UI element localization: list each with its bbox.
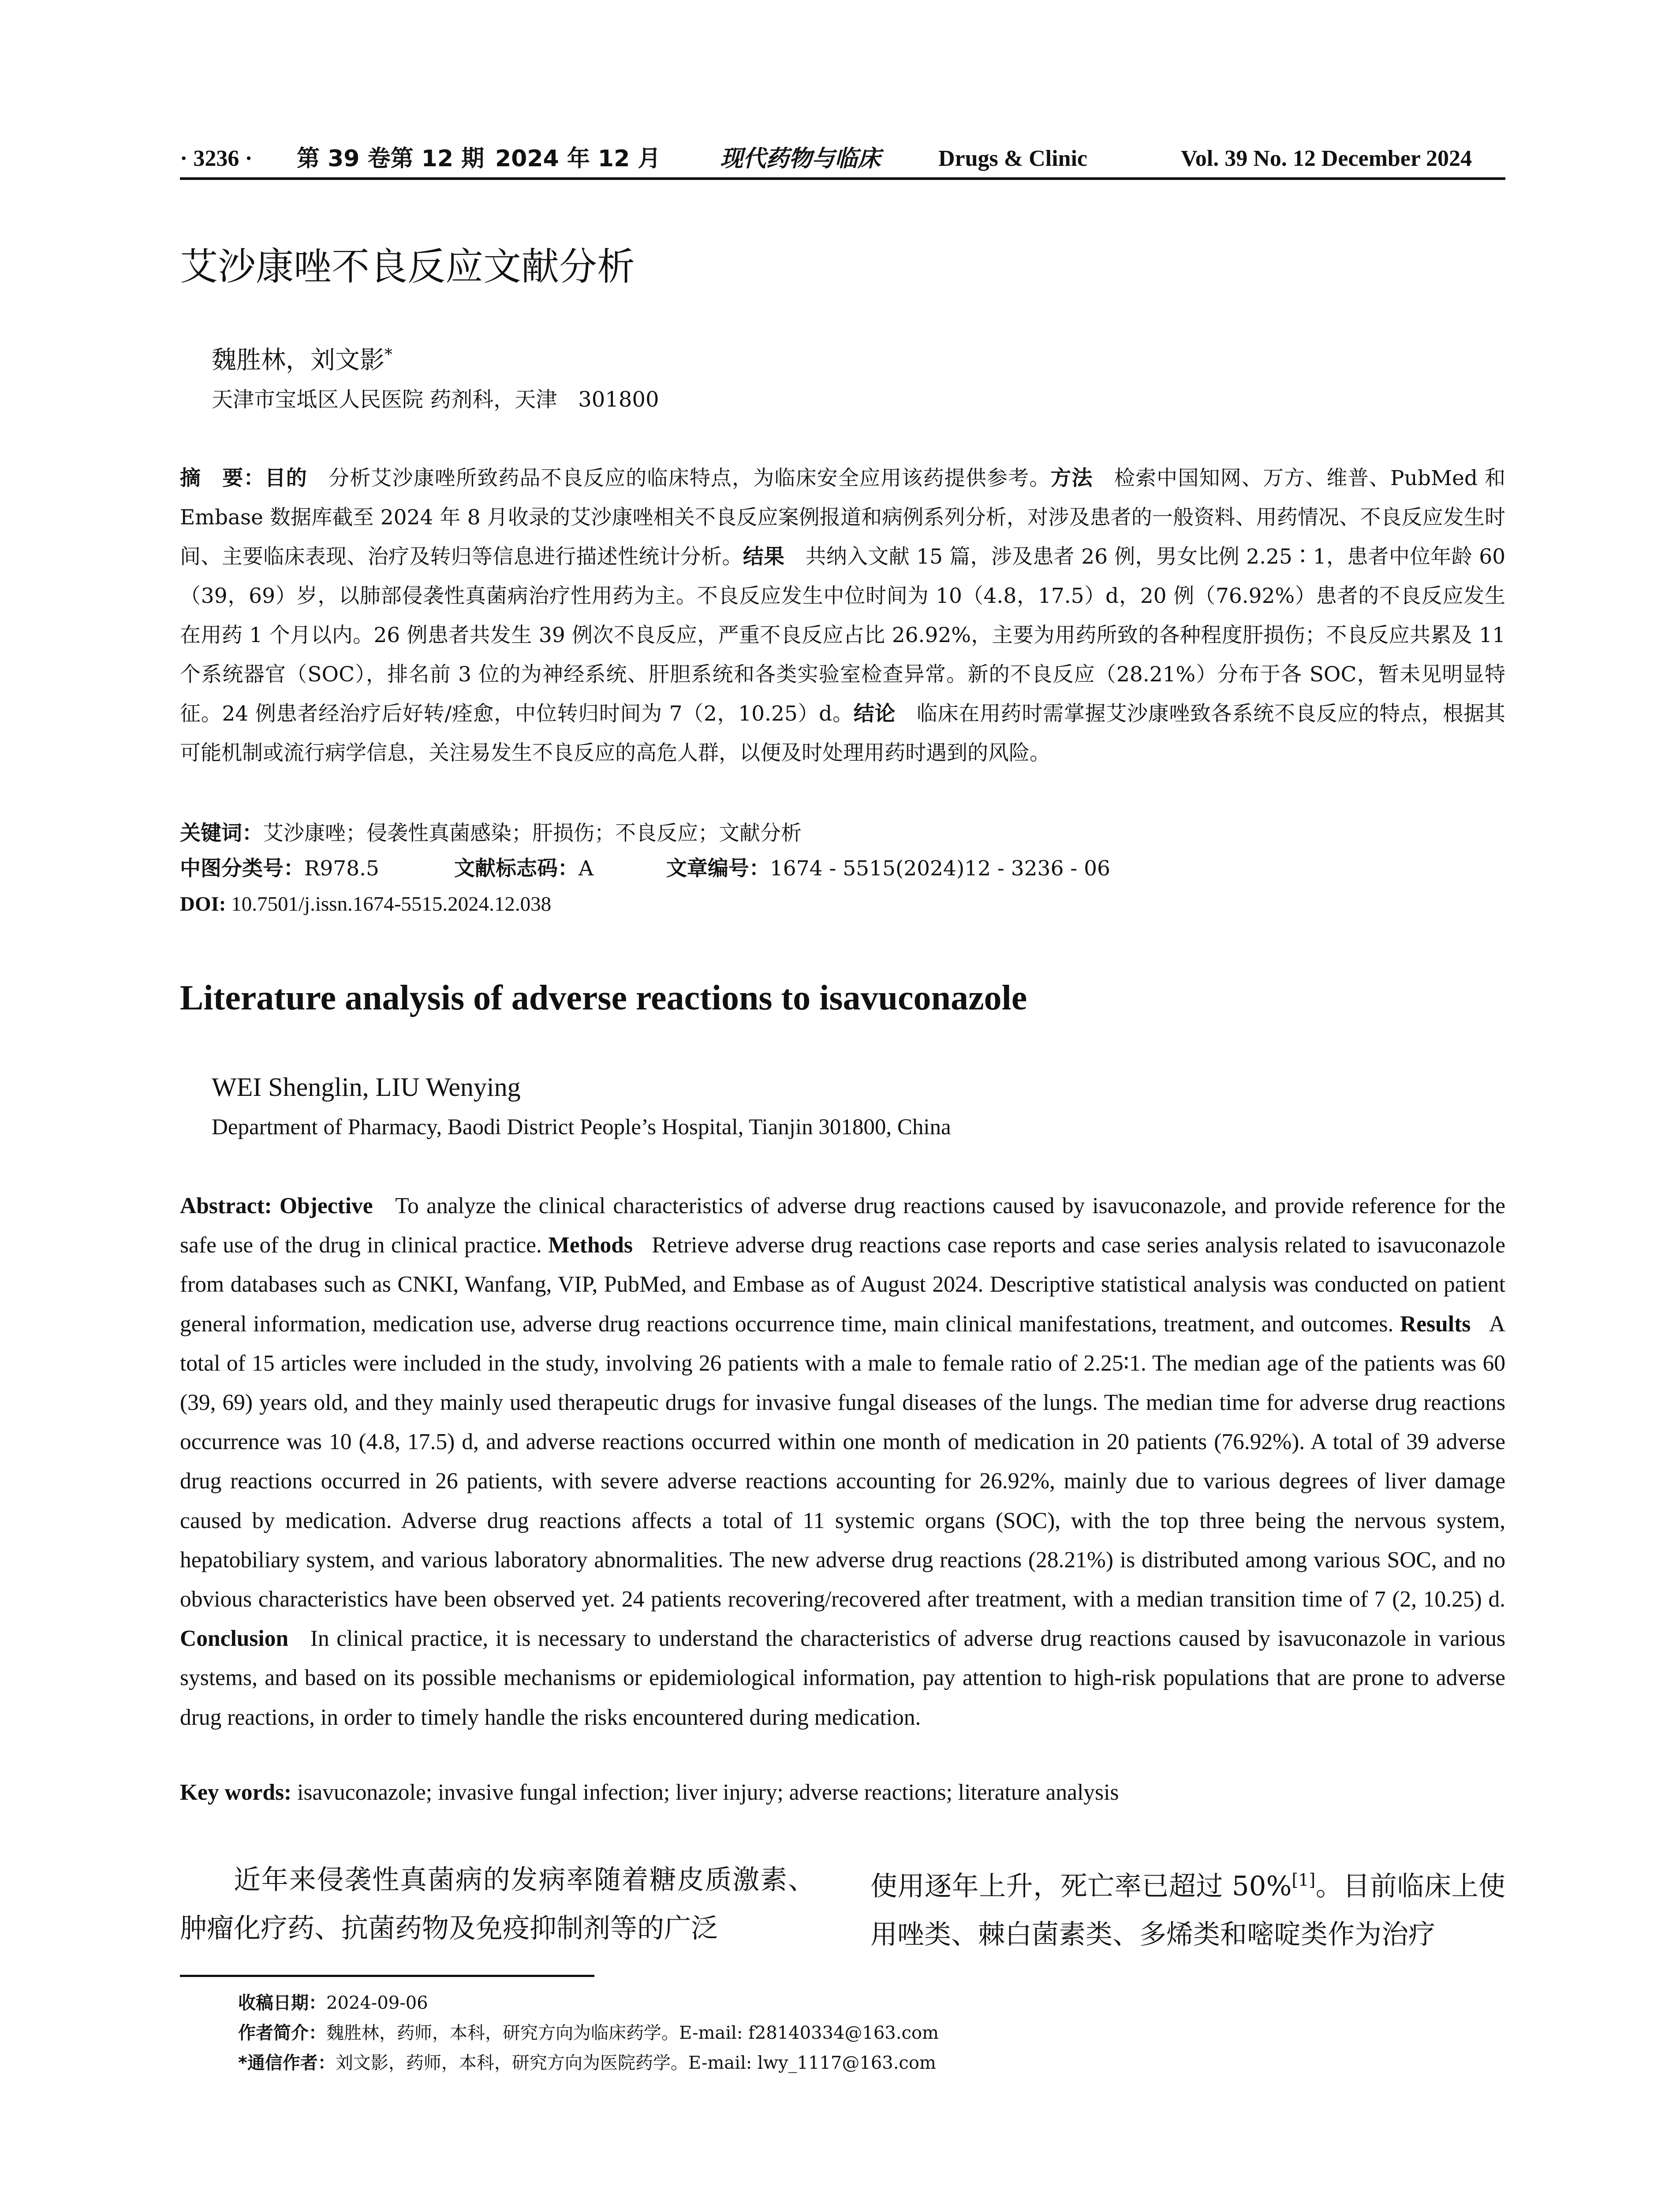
keywords-cn-label: 关键词： [180,821,263,845]
clc-label: 中图分类号： [180,856,304,881]
authors-en: WEI Shenglin, LIU Wenying [212,1073,521,1102]
objective-cn: 分析艾沙康唑所致药品不良反应的临床特点，为临床安全应用该药提供参考。 [329,466,1051,490]
article-no-value: 1674 - 5515(2024)12 - 3236 - 06 [769,856,1110,881]
doc-code-label: 文献标志码： [454,856,579,881]
keywords-cn-text: 艾沙康唑；侵袭性真菌感染；肝损伤；不良反应；文献分析 [263,821,802,845]
doi-label: DOI: [180,893,226,916]
conclusion-label-cn: 结论 [853,702,896,726]
title-cn: 艾沙康唑不良反应文献分析 [180,245,635,289]
methods-label-en: Methods [548,1233,633,1258]
methods-cn: 检索中国知网、万方、维普、PubMed 和 Embase 数据库截至 2024 年 8 月收录的艾沙康唑相关不良反应案例报道和病例系列分析，对涉及患者的一般资料、用药情况、不良反应发生时间、主要临床表现、治疗及转归等信息进行描述性统计分析。 [180,466,1506,569]
objective-en: To analyze the clinical characteristics of adverse drug reactions caused by isavuconazole, and provide reference for the safe use of the drug in clinical practice. [180,1193,1505,1258]
received-date: 2024-09-06 [326,1993,428,2013]
abstract-en [180,1186,1505,1737]
authors-cn [212,335,392,381]
date-cn: 2024 年 12 月 [495,146,661,172]
body-column-right [870,1856,1505,1959]
author-bio-label: 作者简介： [238,2023,326,2043]
clc-value: R978.5 [304,856,379,881]
volume-cn: 第 39 卷第 12 期 [297,146,485,172]
body-right-text-a: 使用逐年上升，死亡率已超过 50% [870,1870,1292,1902]
conclusion-cn: 临床在用药时需掌握艾沙康唑致各系统不良反应的特点，根据其可能机制或流行病学信息，关注易发生不良反应的高危人群，以便及时处理用药时遇到的风险。 [180,702,1506,765]
citation-ref[interactable]: [1] [1292,1870,1316,1890]
footnote-author [238,2019,939,2047]
doi-line [180,886,551,922]
doc-code-value: A [578,856,594,881]
corresponding-mark: * [385,346,392,364]
keywords-en [180,1773,1119,1812]
running-header [180,140,1505,180]
keywords-en-label: Key words: [180,1780,292,1805]
journal-name-cn: 现代药物与临床 [720,145,881,172]
abstract-en-label: Abstract: Objective [180,1193,373,1218]
corresponding-author: 刘文影，药师，本科，研究方向为医院药学。E-mail: lwy_1117@163.com [335,2053,936,2073]
results-label-cn: 结果 [743,545,785,569]
abstract-cn-label: 摘 要： [180,466,265,490]
methods-en: Retrieve adverse drug reactions case reports and case series analysis related to isavuconazole from databases such as CNKI, Wanfang, VIP, PubMed, and Embase as of August 2024. Descriptive statistical analysis was conducted on patient general information, medication use, adverse drug reactions occurrence time, main clinical manifestations, treatment, and outcomes. [180,1233,1505,1337]
abstract-cn [180,459,1505,773]
keywords-en-text: isavuconazole; invasive fungal infection; liver injury; adverse reactions; literature analysis [297,1780,1119,1805]
authors-cn-text: 魏胜林，刘文影 [212,346,385,375]
corresponding-label: *通信作者： [238,2053,336,2073]
objective-label-cn: 目的 [265,466,307,490]
methods-label-cn: 方法 [1050,466,1093,490]
results-en: A total of 15 articles were included in the study, involving 26 patients with a male to female ratio of 2.25∶1. The median age of the patients was 60 (39, 69) years old, and they mainly used therapeutic drugs for invasive fungal diseases of the lungs. The median time for adverse drug reactions occurrence was 10 (4.8, 17.5) d, and adverse reactions occurred within one month of medication in 20 patients (76.92%). A total of 39 adverse drug reactions occurred in 26 patients, with severe adverse reactions accounting for 26.92%, mainly due to various degrees of liver damage caused by medication. Adverse drug reactions affects a total of 11 systemic organs (SOC), with the top three being the nervous system, hepatobiliary system, and various laboratory abnormalities. The new adverse drug reactions (28.21%) is distributed among various SOC, and no obvious characteristics have been observed yet. 24 patients recovering/recovered after treatment, with a median transition time of 7 (2, 10.25) d. [180,1311,1505,1612]
classification-line [180,851,1110,886]
footnote-received [238,1989,428,2017]
volume-en: Vol. 39 No. 12 December 2024 [1181,146,1472,171]
footnote-divider [180,1975,594,1977]
title-en: Literature analysis of adverse reactions to isavuconazole [180,979,1027,1017]
journal-name-en: Drugs & Clinic [938,146,1087,171]
conclusion-label-en: Conclusion [180,1626,289,1652]
body-column-left: 近年来侵袭性真菌病的发病率随着糖皮质激素、肿瘤化疗药、抗菌药物及免疫抑制剂等的广泛 [180,1864,815,1944]
results-cn: 共纳入文献 15 篇，涉及患者 26 例，男女比例 2.25∶1，患者中位年龄 60（39，69）岁，以肺部侵袭性真菌病治疗性用药为主。不良反应发生中位时间为 10（4.8，17.5）d，20 例（76.92%）患者的不良反应发生在用药 1 个月以内。26 例患者共发生 39 例次不良反应，严重不良反应占比 26.92%，主要为用药所致的各种程度肝损伤；不良反应共累及 11 个系统器官（SOC），排名前 3 位的为神经系统、肝胆系统和各类实验室检查异常。新的不良反应（28.21%）分布于各 SOC，暂未见明显特征。24 例患者经治疗后好转/痊愈，中位转归时间为 7（2，10.25）d。 [180,545,1506,726]
keywords-cn [180,816,802,851]
article-no-label: 文章编号： [666,856,770,881]
page-number: · 3236 · [180,146,253,171]
conclusion-en: In clinical practice, it is necessary to understand the characteristics of adverse drug reactions caused by isavuconazole in various systems, and based on its possible mechanisms or epidemiological information, pay attention to high-risk populations that are prone to adverse drug reactions, in order to timely handle the risks encountered during medication. [180,1626,1505,1730]
footnote-corresponding [238,2049,936,2077]
affiliation-en: Department of Pharmacy, Baodi District People’s Hospital, Tianjin 301800, China [212,1115,951,1140]
results-label-en: Results [1400,1311,1471,1337]
affiliation-cn: 天津市宝坻区人民医院 药剂科，天津 301800 [212,387,659,412]
received-label: 收稿日期： [238,1993,326,2013]
author-bio: 魏胜林，药师，本科，研究方向为临床药学。E-mail: f28140334@163.com [326,2023,939,2043]
doi-value[interactable]: 10.7501/j.issn.1674-5515.2024.12.038 [231,893,552,916]
body-right-text-b: 。目前临床上使用唑类、棘白菌素类、多烯类和嘧啶类作为治疗 [870,1870,1505,1951]
